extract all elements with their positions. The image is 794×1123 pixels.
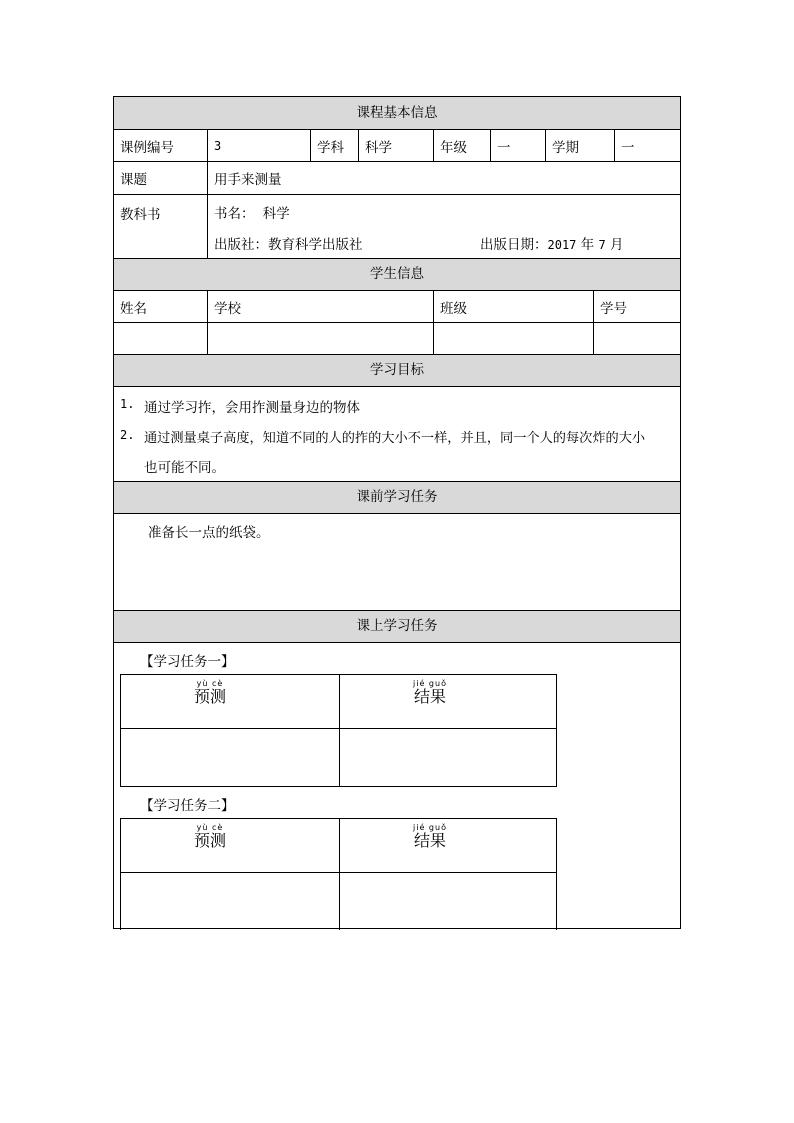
student-info-header <box>114 258 680 290</box>
objective-text: 通过测量桌子高度，知道不同的人的拃的大小不一样，并且，同一个人的每次炸的大小 <box>144 431 646 446</box>
pub-date-month-unit: 月 <box>610 237 624 253</box>
pub-date-label: 出版日期： <box>480 237 548 253</box>
term-value: 一 <box>614 130 680 161</box>
course-info-header <box>114 97 680 129</box>
objectives-header <box>114 354 680 386</box>
predict-heading <box>185 824 235 850</box>
objective-item <box>120 396 134 412</box>
textbook-label: 教科书 <box>120 207 161 223</box>
pub-date-year: 2017 <box>547 238 577 252</box>
result-pinyin: jié guǒ <box>413 823 447 832</box>
objectives-body <box>114 386 680 481</box>
result-heading <box>405 824 455 850</box>
publisher-label: 出版社： <box>214 237 268 253</box>
result-heading <box>405 680 455 706</box>
grade-label: 年级 <box>433 130 490 161</box>
id-field[interactable] <box>593 323 680 354</box>
predict-text: 预测 <box>193 687 226 706</box>
subject-label: 学科 <box>310 130 358 161</box>
lesson-sheet <box>113 96 681 929</box>
school-field[interactable] <box>207 323 433 354</box>
grade-value: 一 <box>490 130 545 161</box>
term-label: 学期 <box>545 130 614 161</box>
student-label-row <box>114 290 680 322</box>
task-two-table <box>120 818 557 930</box>
book-name-label: 书名： <box>214 206 255 222</box>
predict-heading <box>185 680 235 706</box>
topic-row <box>114 161 680 194</box>
result-text: 结果 <box>413 831 446 850</box>
book-name-line <box>214 202 290 222</box>
lesson-no-label: 课例编号 <box>120 139 174 156</box>
task-two-label: 【学习任务二】 <box>140 798 235 814</box>
objective-number: 2. <box>120 428 135 442</box>
class-field[interactable] <box>433 323 593 354</box>
pub-date-month: 7 <box>598 238 606 252</box>
topic-label: 课题 <box>120 172 147 188</box>
objective-item <box>120 427 134 443</box>
subject-value: 科学 <box>358 130 433 161</box>
in-class-body <box>114 642 680 929</box>
pre-task-header <box>114 481 680 513</box>
objectives-title: 学习目标 <box>370 362 424 378</box>
publisher-line <box>214 233 363 253</box>
student-input-row <box>114 322 680 354</box>
topic-value: 用手来测量 <box>207 162 680 194</box>
result-text: 结果 <box>413 687 446 706</box>
name-label: 姓名 <box>120 300 147 317</box>
class-label: 班级 <box>433 291 593 322</box>
task-one-label: 【学习任务一】 <box>140 654 235 670</box>
book-name-value: 科学 <box>262 206 290 222</box>
lesson-no-value: 3 <box>207 130 310 161</box>
predict-text: 预测 <box>193 831 226 850</box>
result-answer-cell[interactable] <box>340 729 556 786</box>
lesson-meta-row <box>114 129 680 161</box>
pre-task-body <box>114 513 680 610</box>
name-field[interactable] <box>114 323 207 354</box>
pre-task-title: 课前学习任务 <box>356 489 438 505</box>
task-one-table <box>120 674 557 787</box>
publisher-value: 教育科学出版社 <box>268 237 363 253</box>
objective-text-continued: 也可能不同。 <box>144 460 225 476</box>
pre-task-text: 准备长一点的纸袋。 <box>148 525 270 541</box>
pub-date-year-unit: 年 <box>580 237 595 253</box>
predict-pinyin: yù cè <box>196 679 224 688</box>
course-info-title: 课程基本信息 <box>356 105 438 121</box>
school-label: 学校 <box>207 291 433 322</box>
predict-pinyin: yù cè <box>196 823 224 832</box>
in-class-title: 课上学习任务 <box>356 618 438 634</box>
objective-number: 1. <box>120 397 135 411</box>
textbook-details <box>207 195 680 258</box>
student-info-title: 学生信息 <box>370 266 424 282</box>
id-label: 学号 <box>593 291 680 322</box>
prediction-answer-cell[interactable] <box>121 729 339 786</box>
textbook-row <box>114 194 680 258</box>
in-class-header <box>114 610 680 642</box>
objective-text: 通过学习拃，会用拃测量身边的物体 <box>144 400 360 416</box>
result-answer-cell[interactable] <box>340 873 556 930</box>
pub-date-line <box>480 233 624 253</box>
prediction-answer-cell[interactable] <box>121 873 339 930</box>
result-pinyin: jié guǒ <box>413 679 447 688</box>
